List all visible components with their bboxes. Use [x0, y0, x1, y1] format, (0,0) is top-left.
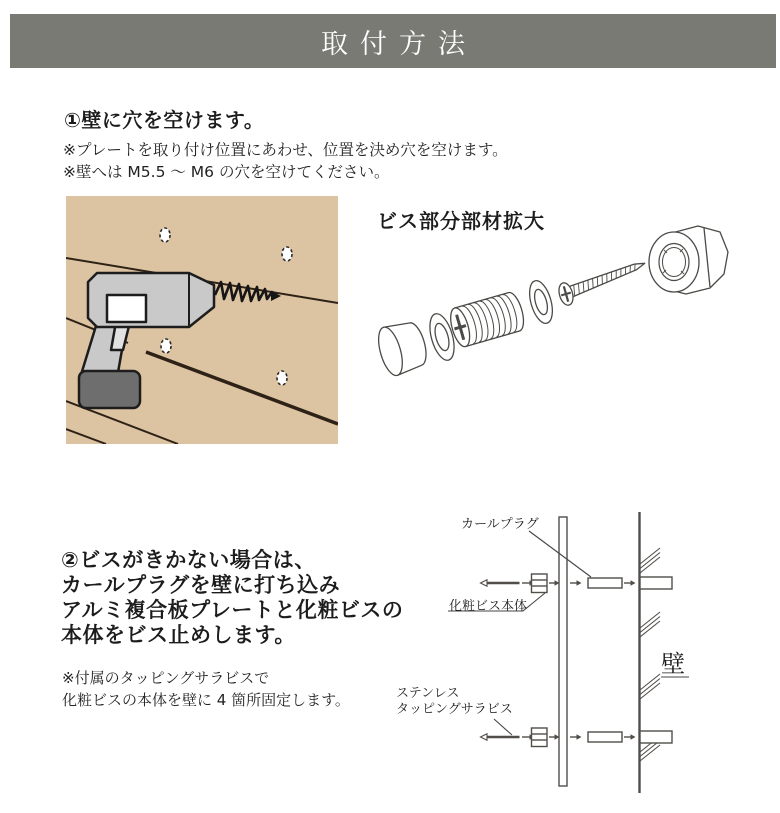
- drill-battery: [79, 371, 140, 408]
- arrow-right-icon: [577, 734, 582, 740]
- step1-note-1: ※プレートを取り付け位置にあわせ、位置を決め穴を空けます。: [63, 141, 508, 159]
- drill-label-window: [107, 295, 146, 322]
- header-bar: [10, 14, 776, 68]
- label-wall: 壁: [661, 650, 685, 678]
- label-screw-body: 化粧ビス本体: [449, 599, 528, 614]
- hex-cap-nut: [649, 226, 728, 294]
- exploded-parts-svg: [368, 212, 773, 387]
- end-cap: [374, 318, 431, 378]
- screw-parts-exploded-diagram: [368, 212, 773, 387]
- label-tapping-screw-line1: ステンレス: [396, 686, 460, 701]
- threaded-screw-body: [447, 290, 527, 348]
- screw-body-box: [532, 574, 548, 593]
- drill-illustration-svg: [66, 196, 338, 444]
- step1-heading: ①壁に穴を空けます。: [64, 108, 265, 132]
- arrow-right-icon: [631, 734, 636, 740]
- arrow-right-icon: [631, 580, 636, 586]
- wall-mount-svg: [388, 503, 780, 803]
- plug-in-wall: [640, 731, 672, 743]
- step2-note-2: 化粧ビスの本体を壁に 4 箇所固定します。: [62, 691, 350, 709]
- plate-outline: [559, 517, 567, 786]
- page-title: 取付方法: [321, 28, 477, 60]
- bottom-screw-assembly: [481, 728, 673, 747]
- label-curl-plug: カールプラグ: [461, 517, 539, 532]
- plug-in-wall: [640, 577, 672, 589]
- parts-diagram-title: ビス部分部材拡大: [377, 209, 545, 233]
- screw-body-box: [532, 728, 548, 747]
- tapping-screw-leader: [494, 719, 512, 735]
- step2-heading-line: カールプラグを壁に打ち込み: [61, 573, 341, 597]
- screw-tip: [481, 580, 488, 586]
- step2-heading-line: ②ビスがきかない場合は、: [61, 548, 316, 572]
- label-tapping-screw-line2: タッピングサラビス: [396, 702, 513, 717]
- step2-heading: [61, 548, 403, 648]
- curl-plug-outline: [588, 732, 622, 742]
- tapping-screw: [557, 258, 647, 307]
- arrow-right-icon: [577, 580, 582, 586]
- wall-drilling-illustration: [66, 196, 338, 444]
- step2-heading-line: アルミ複合板プレートと化粧ビスの: [61, 598, 404, 622]
- top-screw-assembly: [481, 574, 673, 593]
- screw-tip: [481, 734, 488, 740]
- step1-note-2: ※壁へは M5.5 ～ M6 の穴を空けてください。: [63, 163, 390, 181]
- washer-icon: [525, 278, 556, 326]
- step2-note-1: ※付属のタッピングサラビスで: [62, 669, 270, 687]
- wall-mount-diagram: [388, 503, 780, 803]
- step2-heading-line: 本体をビス止めします。: [61, 623, 296, 647]
- label-tapping-screw: [396, 686, 513, 718]
- curl-plug-outline: [588, 578, 622, 588]
